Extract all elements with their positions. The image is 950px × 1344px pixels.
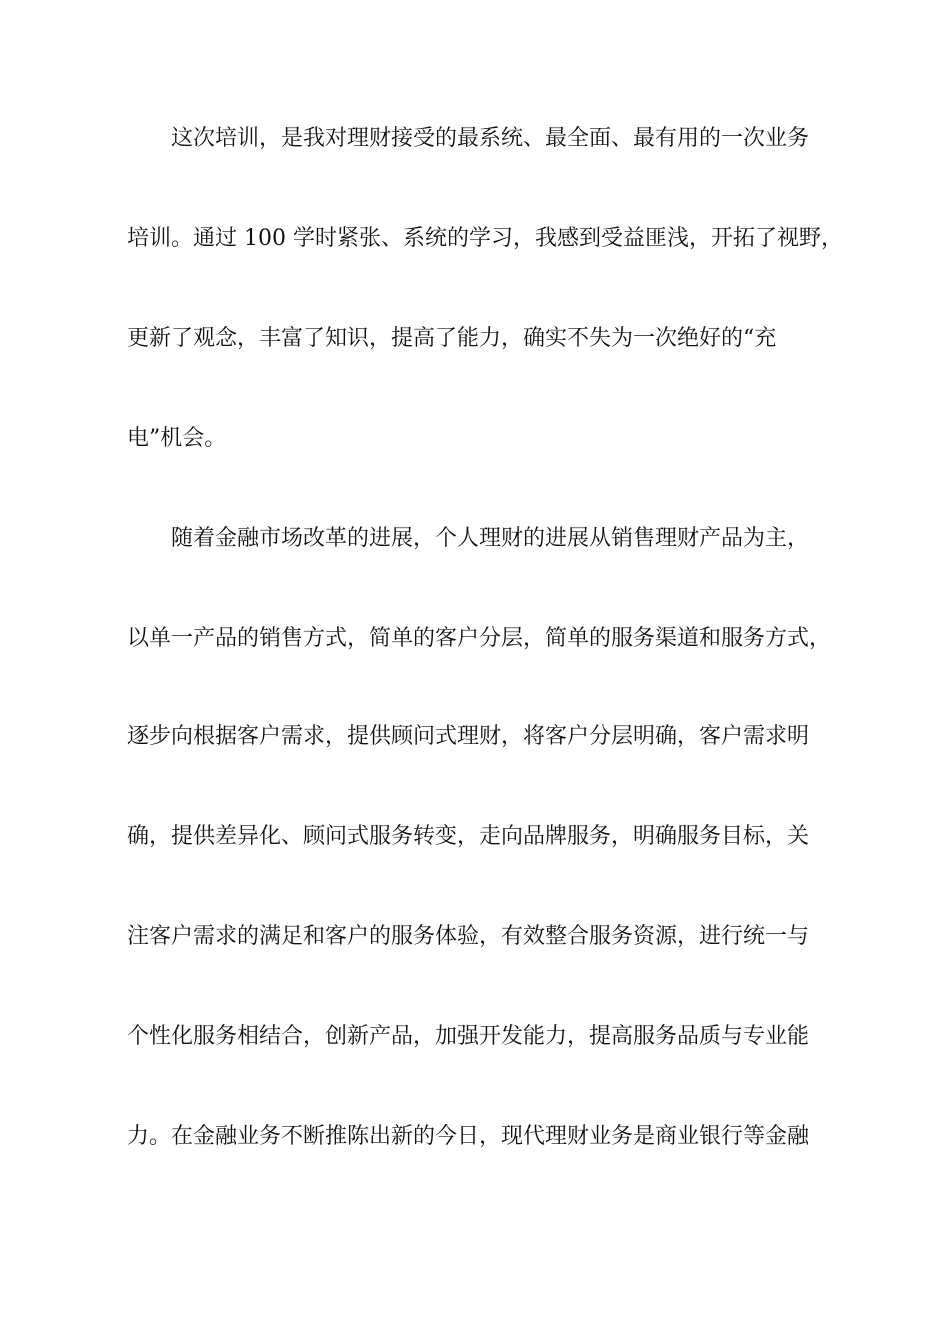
paragraph-1-line-2: 培训。通过 100 学时紧张、系统的学习，我感到受益匪浅，开拓了视野， — [127, 226, 843, 251]
paragraph-2-line-7: 力。在金融业务不断推陈出新的今日，现代理财业务是商业银行等金融 — [127, 1124, 810, 1149]
paragraph-2-line-4: 确，提供差异化、顾问式服务转变，走向品牌服务，明确服务目标，关 — [127, 824, 810, 849]
paragraph-2-line-3: 逐步向根据客户需求，提供顾问式理财，将客户分层明确，客户需求明 — [127, 724, 810, 749]
paragraph-1-line-1: 这次培训，是我对理财接受的最系统、最全面、最有用的一次业务 — [171, 126, 810, 151]
paragraph-1-line-4: 电”机会。 — [127, 426, 227, 451]
paragraph-2-line-1: 随着金融市场改革的进展，个人理财的进展从销售理财产品为主， — [171, 526, 810, 551]
paragraph-2-line-2: 以单一产品的销售方式，简单的客户分层，简单的服务渠道和服务方式， — [127, 626, 832, 651]
paragraph-2-line-5: 注客户需求的满足和客户的服务体验，有效整合服务资源，进行统一与 — [127, 924, 810, 949]
paragraph-2-line-6: 个性化服务相结合，创新产品，加强开发能力，提高服务品质与专业能 — [127, 1024, 810, 1049]
paragraph-1-line-3: 更新了观念，丰富了知识，提高了能力，确实不失为一次绝好的“充 — [127, 326, 777, 351]
